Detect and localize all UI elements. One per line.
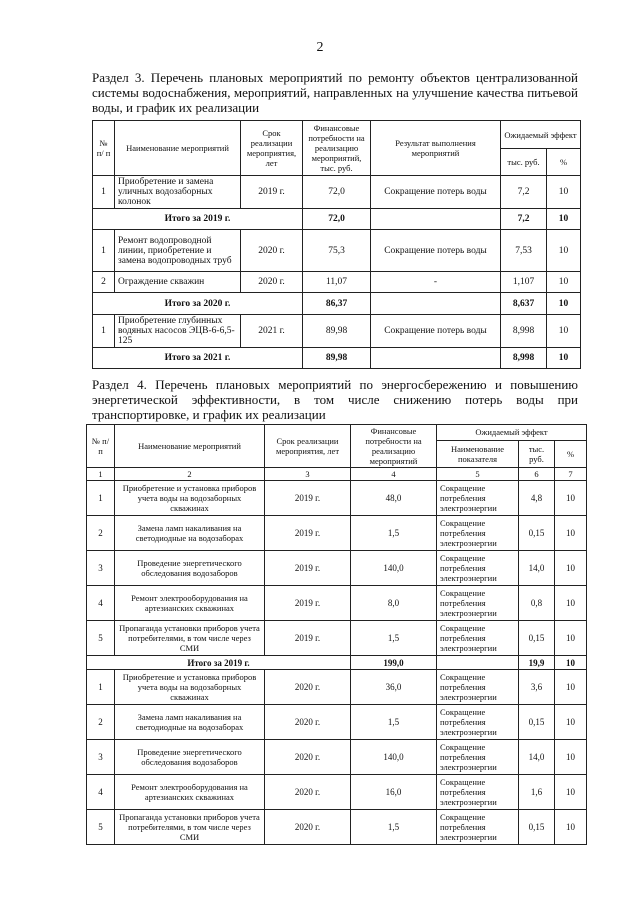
num-cell: 1 — [93, 230, 115, 272]
column-number: 4 — [351, 468, 437, 481]
effect-pct-cell: 10 — [555, 810, 587, 845]
table-row — [87, 468, 587, 481]
effect-rub-cell: 0,15 — [519, 516, 555, 551]
indicator-cell: Сокращение потребления электроэнергии — [437, 481, 519, 516]
column-number: 6 — [519, 468, 555, 481]
effect-rub-cell: 0,15 — [519, 705, 555, 740]
finance-cell: 86,37 — [303, 293, 371, 315]
effect-pct-cell: 10 — [555, 586, 587, 621]
column-number: 7 — [555, 468, 587, 481]
name-cell: Приобретение и установка приборов учета воды на водозаборных скважинах — [115, 481, 265, 516]
term-cell: 2019 г. — [265, 621, 351, 656]
finance-cell: 48,0 — [351, 481, 437, 516]
header-num: № п/ п — [93, 121, 115, 176]
finance-cell: 16,0 — [351, 775, 437, 810]
finance-cell: 8,0 — [351, 586, 437, 621]
table-row — [87, 670, 587, 705]
effect-pct-cell: 10 — [555, 516, 587, 551]
result-cell — [371, 293, 501, 315]
table-row — [87, 481, 587, 516]
finance-cell: 89,98 — [303, 315, 371, 348]
column-number: 3 — [265, 468, 351, 481]
header-name: Наименование мероприятий — [115, 425, 265, 468]
effect-rub-cell: 7,2 — [501, 209, 547, 230]
term-cell: 2019 г. — [265, 586, 351, 621]
page-number: 2 — [316, 40, 324, 55]
header-result: Результат выполнения мероприятий — [371, 121, 501, 176]
effect-pct-cell: 10 — [555, 481, 587, 516]
result-cell: Сокращение потерь воды — [371, 176, 501, 209]
effect-pct-cell: 10 — [547, 348, 581, 369]
effect-pct-cell: 10 — [555, 740, 587, 775]
indicator-cell: Сокращение потребления электроэнергии — [437, 740, 519, 775]
total-label: Итого за 2020 г. — [93, 293, 303, 315]
indicator-cell: Сокращение потребления электроэнергии — [437, 621, 519, 656]
finance-cell: 140,0 — [351, 551, 437, 586]
result-cell: Сокращение потерь воды — [371, 230, 501, 272]
name-cell: Ремонт электрооборудования на артезианских скважинах — [115, 775, 265, 810]
table-row — [87, 656, 587, 670]
num-cell: 2 — [93, 272, 115, 293]
num-cell: 5 — [87, 810, 115, 845]
effect-rub-cell: 14,0 — [519, 740, 555, 775]
effect-rub-cell: 8,998 — [501, 348, 547, 369]
indicator-cell: Сокращение потребления электроэнергии — [437, 586, 519, 621]
table-row — [93, 272, 581, 293]
finance-cell: 1,5 — [351, 516, 437, 551]
header-effect-rub: тыс. руб. — [501, 149, 547, 176]
finance-cell: 89,98 — [303, 348, 371, 369]
term-cell: 2020 г. — [241, 272, 303, 293]
result-cell — [371, 209, 501, 230]
effect-rub-cell: 4,8 — [519, 481, 555, 516]
name-cell: Ограждение скважин — [115, 272, 241, 293]
effect-pct-cell: 10 — [555, 775, 587, 810]
column-number: 5 — [437, 468, 519, 481]
effect-pct-cell: 10 — [547, 209, 581, 230]
effect-pct-cell: 10 — [547, 293, 581, 315]
num-cell: 4 — [87, 586, 115, 621]
name-cell: Замена ламп накаливания на светодиодные на водозаборах — [115, 705, 265, 740]
num-cell: 1 — [93, 315, 115, 348]
table-row — [87, 516, 587, 551]
effect-pct-cell: 10 — [547, 230, 581, 272]
num-cell: 2 — [87, 705, 115, 740]
effect-rub-cell: 14,0 — [519, 551, 555, 586]
header-term: Срок реализации мероприятия, лет — [241, 121, 303, 176]
indicator-cell: Сокращение потребления электроэнергии — [437, 551, 519, 586]
table-row — [87, 740, 587, 775]
section4-heading: Раздел 4. Перечень плановых мероприятий по энергосбережению и повышению энергетической эффективности, в том числе снижению потерь воды при транспортировке, и график их реализации — [92, 377, 578, 422]
section3-heading: Раздел 3. Перечень плановых мероприятий по ремонту объектов централизованной системы водоснабжения, мероприятий, направленных на улучшение качества питьевой воды, и график их реализации — [92, 70, 578, 115]
result-cell — [371, 348, 501, 369]
table-section3 — [92, 120, 581, 369]
table-row — [87, 425, 587, 441]
term-cell: 2020 г. — [265, 775, 351, 810]
term-cell: 2019 г. — [265, 481, 351, 516]
header-finance: Финансовые потребности на реализацию мероприятий — [351, 425, 437, 468]
finance-cell: 72,0 — [303, 209, 371, 230]
finance-cell: 72,0 — [303, 176, 371, 209]
name-cell: Пропаганда установки приборов учета потребителями, в том числе через СМИ — [115, 621, 265, 656]
indicator-cell — [437, 656, 519, 670]
header-indicator: Наименование показателя — [437, 440, 519, 467]
effect-pct-cell: 10 — [555, 551, 587, 586]
total-label: Итого за 2019 г. — [87, 656, 351, 670]
effect-rub-cell: 8,637 — [501, 293, 547, 315]
name-cell: Замена ламп накаливания на светодиодные на водозаборах — [115, 516, 265, 551]
header-effect: Ожидаемый эффект — [437, 425, 587, 441]
effect-pct-cell: 10 — [555, 656, 587, 670]
table-row — [93, 209, 581, 230]
name-cell: Проведение энергетического обследования водозаборов — [115, 551, 265, 586]
finance-cell: 140,0 — [351, 740, 437, 775]
num-cell: 1 — [87, 670, 115, 705]
name-cell: Ремонт водопроводной линии, приобретение и замена водопроводных труб — [115, 230, 241, 272]
num-cell: 2 — [87, 516, 115, 551]
effect-rub-cell: 3,6 — [519, 670, 555, 705]
header-rub: тыс. руб. — [519, 440, 555, 467]
table-row — [87, 775, 587, 810]
effect-pct-cell: 10 — [547, 176, 581, 209]
indicator-cell: Сокращение потребления электроэнергии — [437, 516, 519, 551]
num-cell: 3 — [87, 551, 115, 586]
table-row — [93, 315, 581, 348]
column-number: 1 — [87, 468, 115, 481]
finance-cell: 75,3 — [303, 230, 371, 272]
table-row — [93, 230, 581, 272]
table-row — [93, 348, 581, 369]
result-cell: - — [371, 272, 501, 293]
finance-cell: 1,5 — [351, 705, 437, 740]
num-cell: 4 — [87, 775, 115, 810]
effect-pct-cell: 10 — [547, 315, 581, 348]
finance-cell: 1,5 — [351, 810, 437, 845]
term-cell: 2020 г. — [265, 670, 351, 705]
table-row — [87, 621, 587, 656]
name-cell: Ремонт электрооборудования на артезианских скважинах — [115, 586, 265, 621]
finance-cell: 11,07 — [303, 272, 371, 293]
header-effect-pct: % — [547, 149, 581, 176]
header-term: Срок реализации мероприятия, лет — [265, 425, 351, 468]
table-row — [93, 176, 581, 209]
name-cell: Приобретение и установка приборов учета воды на водозаборных скважинах — [115, 670, 265, 705]
indicator-cell: Сокращение потребления электроэнергии — [437, 670, 519, 705]
effect-rub-cell: 0,15 — [519, 810, 555, 845]
num-cell: 5 — [87, 621, 115, 656]
indicator-cell: Сокращение потребления электроэнергии — [437, 705, 519, 740]
term-cell: 2020 г. — [265, 810, 351, 845]
header-name: Наименование мероприятий — [115, 121, 241, 176]
result-cell: Сокращение потерь воды — [371, 315, 501, 348]
total-label: Итого за 2019 г. — [93, 209, 303, 230]
indicator-cell: Сокращение потребления электроэнергии — [437, 775, 519, 810]
table-section4 — [86, 424, 587, 845]
effect-rub-cell: 1,107 — [501, 272, 547, 293]
finance-cell: 36,0 — [351, 670, 437, 705]
name-cell: Приобретение и замена уличных водозаборных колонок — [115, 176, 241, 209]
num-cell: 1 — [93, 176, 115, 209]
effect-rub-cell: 8,998 — [501, 315, 547, 348]
num-cell: 1 — [87, 481, 115, 516]
effect-rub-cell: 0,15 — [519, 621, 555, 656]
header-pct: % — [555, 440, 587, 467]
total-label: Итого за 2021 г. — [93, 348, 303, 369]
effect-rub-cell: 7,2 — [501, 176, 547, 209]
name-cell: Проведение энергетического обследования водозаборов — [115, 740, 265, 775]
header-effect: Ожидаемый эффект — [501, 121, 581, 149]
finance-cell: 199,0 — [351, 656, 437, 670]
table-row — [87, 551, 587, 586]
indicator-cell: Сокращение потребления электроэнергии — [437, 810, 519, 845]
header-finance: Финансовые потребности на реализацию мероприятий, тыс. руб. — [303, 121, 371, 176]
term-cell: 2020 г. — [265, 705, 351, 740]
effect-pct-cell: 10 — [555, 670, 587, 705]
effect-pct-cell: 10 — [555, 705, 587, 740]
effect-pct-cell: 10 — [555, 621, 587, 656]
effect-rub-cell: 7,53 — [501, 230, 547, 272]
term-cell: 2021 г. — [241, 315, 303, 348]
table-row — [87, 810, 587, 845]
header-num: № п/п — [87, 425, 115, 468]
finance-cell: 1,5 — [351, 621, 437, 656]
table-row — [93, 293, 581, 315]
table-row — [87, 586, 587, 621]
term-cell: 2019 г. — [241, 176, 303, 209]
effect-pct-cell: 10 — [547, 272, 581, 293]
name-cell: Пропаганда установки приборов учета потребителями, в том числе через СМИ — [115, 810, 265, 845]
effect-rub-cell: 1,6 — [519, 775, 555, 810]
term-cell: 2020 г. — [265, 740, 351, 775]
column-number: 2 — [115, 468, 265, 481]
term-cell: 2019 г. — [265, 516, 351, 551]
table-row — [87, 705, 587, 740]
term-cell: 2020 г. — [241, 230, 303, 272]
term-cell: 2019 г. — [265, 551, 351, 586]
effect-rub-cell: 19,9 — [519, 656, 555, 670]
table-row — [93, 121, 581, 149]
num-cell: 3 — [87, 740, 115, 775]
name-cell: Приобретение глубинных водяных насосов ЭЦВ-6-6,5-125 — [115, 315, 241, 348]
effect-rub-cell: 0,8 — [519, 586, 555, 621]
